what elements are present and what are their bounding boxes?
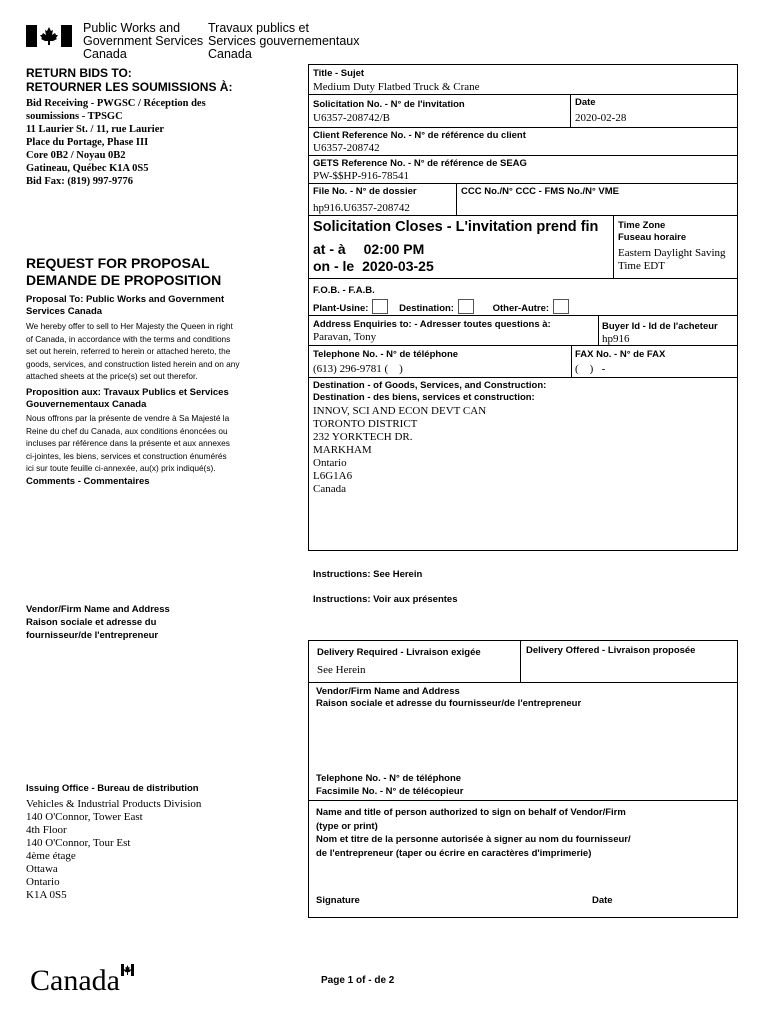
page-number: Page 1 of - de 2 — [321, 975, 395, 986]
delivery-offered-label: Delivery Offered - Livraison proposée — [526, 645, 696, 656]
at-label: at - à — [313, 241, 346, 257]
client-reference-value: U6357-208742 — [313, 142, 380, 154]
offer-text-en: We hereby offer to sell to Her Majesty the Queen in right of Canada, in accordance with the terms and conditions set out herein, referred to herein or attached hereto, the goods, services, and construction listed herein and on any attached sheets at the price(s) set out therefor. — [26, 321, 240, 381]
telephone-value: (613) 296-9781 ( ) — [313, 363, 403, 375]
fob-options-row — [313, 299, 575, 314]
destination-address: INNOV, SCI AND ECON DEVT CAN TORONTO DISTRICT 232 YORKTECH DR. MARKHAM Ontario L6G1A6 Canada — [313, 405, 487, 495]
signature-label: Signature — [316, 895, 360, 906]
proposal-to: Proposal To: Public Works and Government Services Canada — [26, 294, 225, 317]
buyer-id-value: hp916 — [602, 333, 630, 345]
gets-reference-label: GETS Reference No. - N° de référence de SEAG — [313, 158, 527, 169]
canada-wordmark-flag-icon — [121, 964, 134, 976]
telephone-facsimile-label: Telephone No. - N° de téléphone Facsimile No. - N° de télécopieur — [316, 773, 464, 797]
gets-reference-value: PW-$$HP-916-78541 — [313, 170, 409, 182]
offer-text-fr: Nous offrons par la présente de vendre à Sa Majesté la Reine du chef du Canada, aux conditions énoncées ou incluses par référence dans la présente et aux annexes ci-jointes, les biens, services et construction énumérés ici sur toute feuille ci-annexée, au(x) prix indiqué(s). — [26, 413, 230, 473]
instructions-en: Instructions: See Herein — [313, 569, 423, 580]
telephone-label: Telephone No. - N° de téléphone — [313, 349, 459, 360]
vendor-label-left: Vendor/Firm Name and Address Raison sociale et adresse du fournisseur/de l'entrepreneur — [26, 604, 170, 641]
department-name-en: Public Works and Government Services Canada — [83, 21, 204, 61]
issuing-office-address: Vehicles & Industrial Products Division 140 O'Connor, Tower East 4th Floor 140 O'Connor, Tour Est 4ème étage Ottawa Ontario K1A 0S5 — [26, 798, 202, 901]
ccc-number-label: CCC No./N° CCC - FMS No./N° VME — [461, 186, 620, 197]
file-number-value: hp916.U6357-208742 — [313, 202, 410, 214]
closing-date-value: 2020-03-25 — [362, 258, 434, 274]
solicitation-number-value: U6357-208742/B — [313, 112, 390, 124]
solicitation-closes-title: Solicitation Closes - L'invitation prend fin — [313, 219, 599, 235]
vendor-name-address-label: Vendor/Firm Name and Address Raison sociale et adresse du fournisseur/de l'entrepreneur — [316, 686, 582, 709]
time-zone-label: Time Zone Fuseau horaire — [618, 220, 687, 243]
title-label: Title - Sujet — [313, 68, 365, 79]
time-zone-value: Eastern Daylight Saving Time EDT — [618, 247, 726, 272]
issuing-office-label: Issuing Office - Bureau de distribution — [26, 783, 199, 794]
canada-flag-icon — [26, 25, 72, 52]
other-checkbox[interactable] — [553, 299, 569, 314]
fax-value: ( ) - — [575, 363, 606, 375]
destination-label: Destination: — [399, 303, 454, 314]
fax-label: FAX No. - N° de FAX — [575, 349, 666, 360]
return-bids-title: RETURN BIDS TO: RETOURNER LES SOUMISSIONS À: — [26, 66, 233, 94]
delivery-required-value: See Herein — [317, 664, 366, 676]
file-number-label: File No. - N° de dossier — [313, 186, 417, 197]
proposition-aux: Proposition aux: Travaux Publics et Services Gouvernementaux Canada — [26, 387, 229, 410]
canada-wordmark: Canada — [30, 964, 120, 998]
date-label: Date — [575, 97, 596, 108]
closing-time-value: 02:00 PM — [363, 241, 425, 257]
destination-checkbox[interactable] — [458, 299, 474, 314]
client-reference-label: Client Reference No. - N° de référence du client — [313, 130, 526, 141]
rfp-title: REQUEST FOR PROPOSAL DEMANDE DE PROPOSITION — [26, 255, 222, 288]
comments-label: Comments - Commentaires — [26, 476, 150, 487]
title-value: Medium Duty Flatbed Truck & Crane — [313, 81, 480, 93]
buyer-id-label: Buyer Id - Id de l'acheteur — [602, 321, 718, 332]
plant-label: Plant-Usine: — [313, 303, 369, 314]
delivery-required-label: Delivery Required - Livraison exigée — [317, 647, 481, 658]
date-value: 2020-02-28 — [575, 112, 627, 124]
other-label: Other-Autre: — [492, 303, 550, 314]
closing-on-row — [313, 258, 434, 274]
solicitation-number-label: Solicitation No. - N° de l'invitation — [313, 99, 465, 110]
enquiries-value: Paravan, Tony — [313, 331, 377, 343]
fob-label: F.O.B. - F.A.B. — [313, 285, 375, 296]
enquiries-label: Address Enquiries to: - Adresser toutes questions à: — [313, 319, 551, 330]
authorized-signer-label: Name and title of person authorized to sign on behalf of Vendor/Firm (type or print) Nom et titre de la personne autorisée à signer au nom du fournisseur/ de l'entrepreneur (taper ou écrire en caractères d'imprimerie) — [316, 807, 631, 859]
return-bids-address: Bid Receiving - PWGSC / Réception des soumissions - TPSGC 11 Laurier St. / 11, rue Laurier Place du Portage, Phase III Core 0B2 / Noyau 0B2 Gatineau, Québec K1A 0S5 Bid Fax: (819) 997-9776 — [26, 98, 206, 187]
on-label: on - le — [313, 258, 355, 274]
signature-date-label: Date — [592, 895, 613, 906]
plant-checkbox[interactable] — [372, 299, 388, 314]
closing-at-row — [313, 241, 424, 257]
department-name-fr: Travaux publics et Services gouvernementaux Canada — [208, 21, 360, 61]
instructions-fr: Instructions: Voir aux présentes — [313, 594, 458, 605]
destination-goods-label: Destination - of Goods, Services, and Construction: Destination - des biens, services et construction: — [313, 380, 547, 403]
